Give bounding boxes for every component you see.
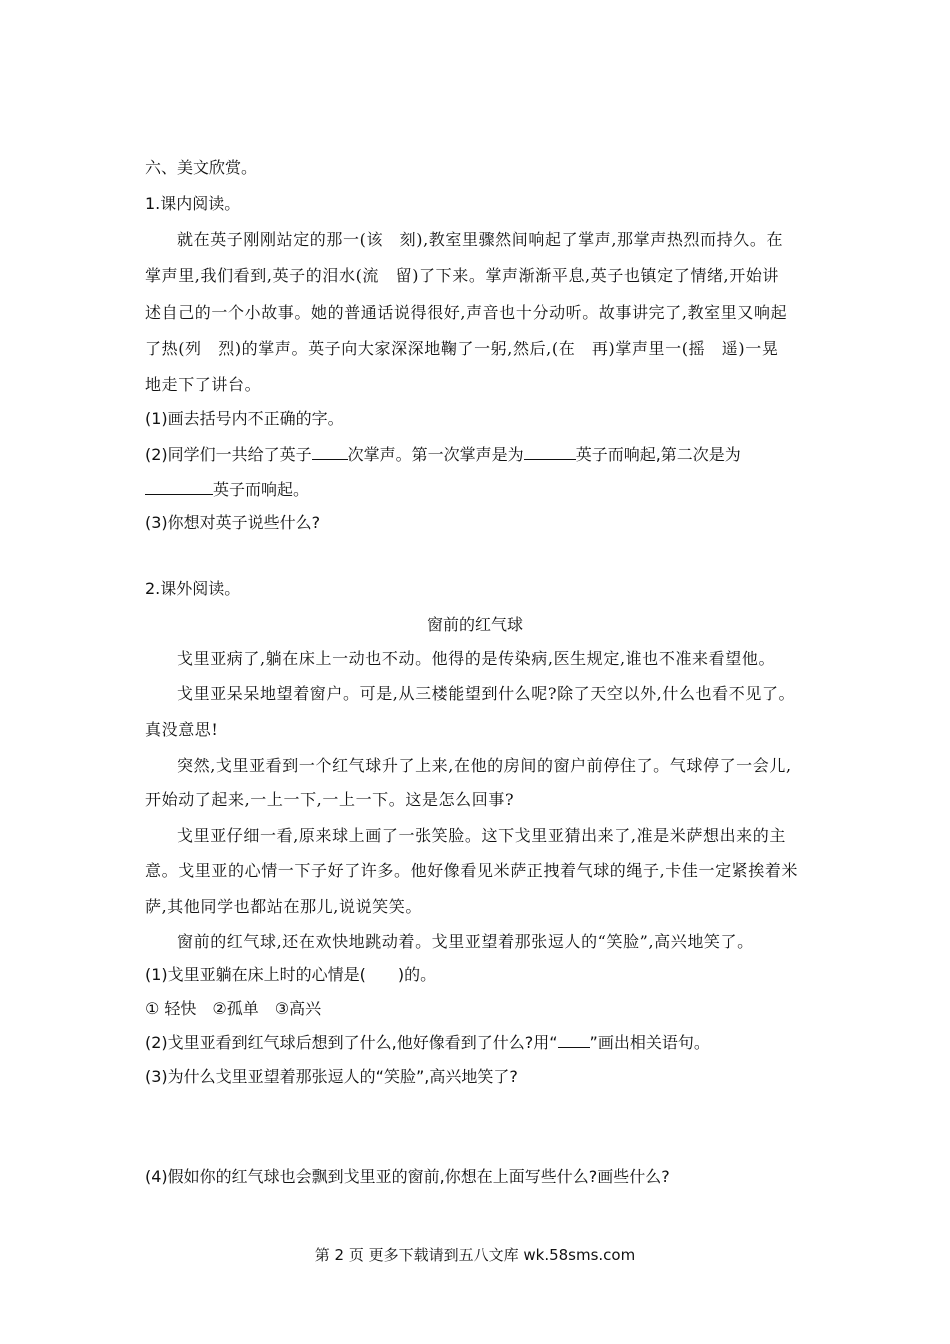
passage-line: 意。戈里亚的心情一下子好了许多。他好像看见米萨正拽着气球的绳子,卡佳一定紧挨着米 <box>145 861 799 880</box>
part2-question-1: (1)戈里亚躺在床上时的心情是( )的。 <box>145 965 437 984</box>
answer-blank[interactable] <box>312 444 348 460</box>
part2-heading: 2.课外阅读。 <box>145 579 241 598</box>
passage-line: 戈里亚仔细一看,原来球上画了一张笑脸。这下戈里亚猜出来了,准是米萨想出来的主 <box>177 826 786 845</box>
passage-line: 真没意思! <box>145 720 219 739</box>
answer-blank[interactable] <box>524 444 576 460</box>
passage-line: 萨,其他同学也都站在那儿,说说笑笑。 <box>145 897 422 916</box>
part1-question-2-cont: 英子而响起。 <box>145 479 309 500</box>
passage-line: 就在英子刚刚站定的那一(该 刻),教室里骤然间响起了掌声,那掌声热烈而持久。在 <box>177 230 784 249</box>
passage-line: 地走下了讲台。 <box>145 375 262 394</box>
part2-question-4: (4)假如你的红气球也会飘到戈里亚的窗前,你想在上面写些什么?画些什么? <box>145 1167 670 1186</box>
part2-question-2: (2)戈里亚看到红气球后想到了什么,他好像看到了什么?用“ ”画出相关语句。 <box>145 1033 710 1052</box>
passage-line: 述自己的一个小故事。她的普通话说得很好,声音也十分动听。故事讲完了,教室里又响起 <box>145 303 788 322</box>
passage-line: 突然,戈里亚看到一个红气球升了上来,在他的房间的窗户前停住了。气球停了一会儿, <box>177 756 792 775</box>
part2-question-3: (3)为什么戈里亚望着那张逗人的“笑脸”,高兴地笑了? <box>145 1067 518 1086</box>
underline-sample <box>558 1032 590 1048</box>
passage-line: 戈里亚呆呆地望着窗户。可是,从三楼能望到什么呢?除了天空以外,什么也看不见了。 <box>177 684 796 703</box>
passage-line: 戈里亚病了,躺在床上一动也不动。他得的是传染病,医生规定,谁也不准来看望他。 <box>177 649 776 668</box>
part2-question-1-options: ① 轻快 ②孤单 ③高兴 <box>145 999 322 1018</box>
part1-question-2: (2)同学们一共给了英子 次掌声。第一次掌声是为 英子而响起,第二次是为 <box>145 445 741 464</box>
section-heading: 六、美文欣赏。 <box>145 158 258 177</box>
story-title: 窗前的红气球 <box>426 615 523 634</box>
part1-question-1: (1)画去括号内不正确的字。 <box>145 409 344 428</box>
passage-line: 窗前的红气球,还在欢快地跳动着。戈里亚望着那张逗人的“笑脸”,高兴地笑了。 <box>177 932 754 951</box>
part1-heading: 1.课内阅读。 <box>145 194 241 213</box>
passage-line: 掌声里,我们看到,英子的泪水(流 留)了下来。掌声渐渐平息,英子也镇定了情绪,开始讲 <box>145 266 780 285</box>
part1-question-3: (3)你想对英子说些什么? <box>145 513 321 532</box>
page-footer: 第 2 页 更多下载请到五八文库 wk.58sms.com <box>314 1246 636 1264</box>
passage-line: 开始动了起来,一上一下,一上一下。这是怎么回事? <box>145 790 515 809</box>
answer-blank[interactable] <box>145 479 213 495</box>
passage-line: 了热(列 烈)的掌声。英子向大家深深地鞠了一躬,然后,(在 再)掌声里一(摇 遥)一晃 <box>145 339 779 358</box>
